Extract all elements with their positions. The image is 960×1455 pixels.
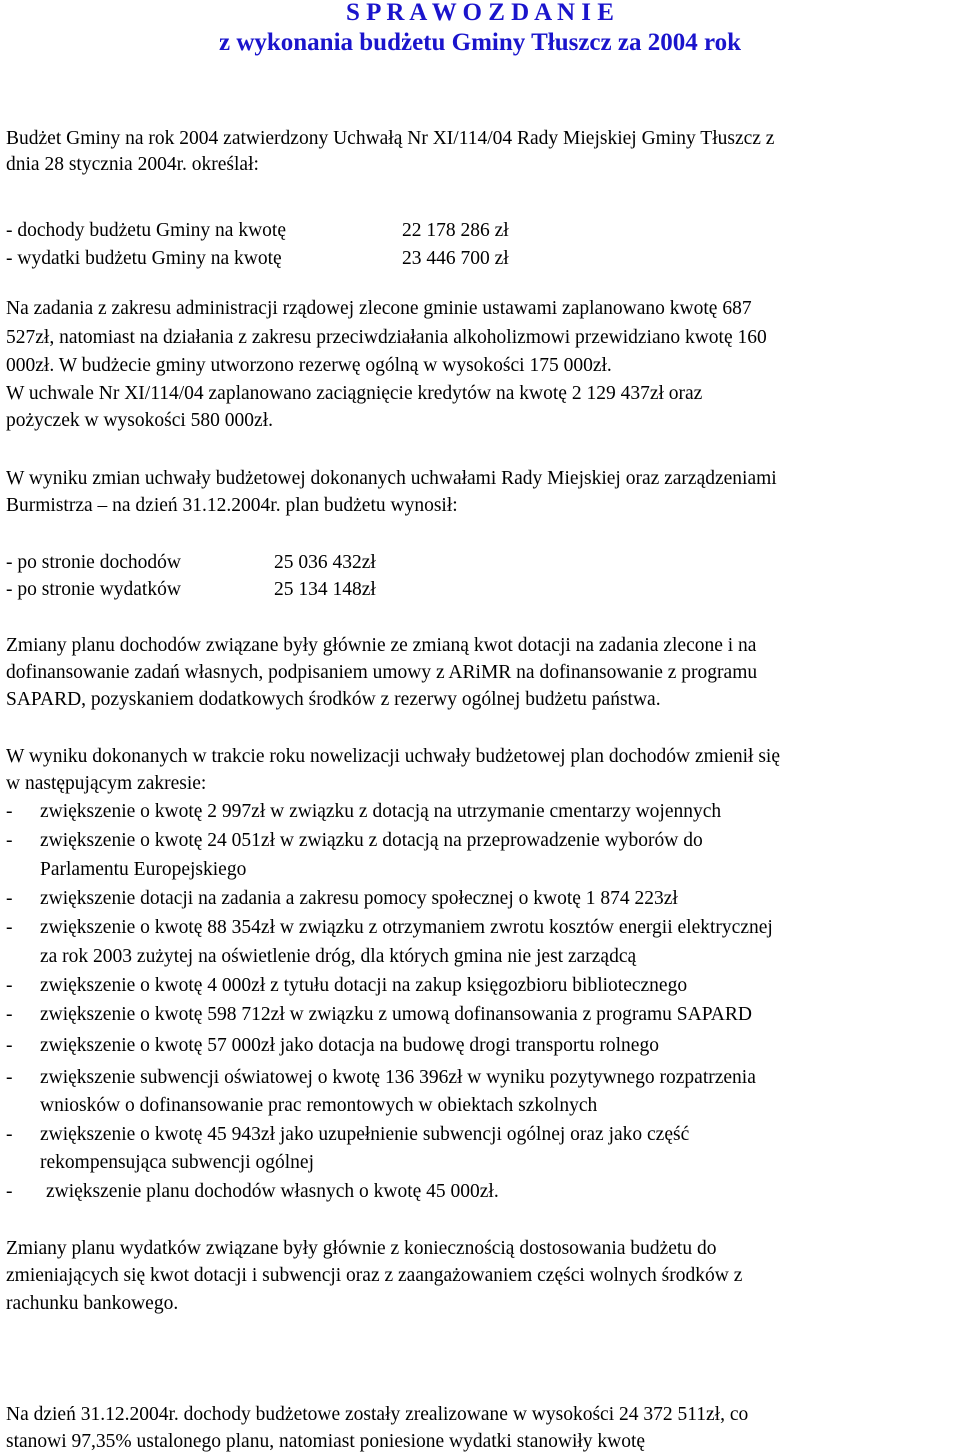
intro-line: Budżet Gminy na rok 2004 zatwierdzony Uchwałą Nr XI/114/04 Rady Miejskiej Gminy Tłuszcz z (6, 128, 775, 149)
paragraph-line: 527zł, natomiast na działania z zakresu przeciwdziałania alkoholizmowi przewidziano kwotę 160 (6, 327, 767, 348)
budget-income-value: 22 178 286 zł (402, 220, 509, 241)
paragraph-line: W wyniku dokonanych w trakcie roku nowelizacji uchwały budżetowej plan dochodów zmienił się (6, 746, 781, 767)
paragraph-line: rachunku bankowego. (6, 1293, 179, 1314)
document-title: S P R A W O Z D A N I E (346, 0, 614, 26)
paragraph-line: Zmiany planu wydatków związane były głównie z koniecznością dostosowania budżetu do (6, 1238, 717, 1259)
list-item-continuation: Parlamentu Europejskiego (40, 859, 247, 880)
plan-income-value: 25 036 432zł (274, 552, 376, 573)
paragraph-line: Na zadania z zakresu administracji rządowej zlecone gminie ustawami zaplanowano kwotę 687 (6, 298, 752, 319)
list-item-continuation: wniosków o dofinansowanie prac remontowych w obiektach szkolnych (40, 1095, 598, 1116)
list-dash: - (6, 975, 13, 996)
paragraph-line: W wyniku zmian uchwały budżetowej dokonanych uchwałami Rady Miejskiej oraz zarządzeniami (6, 468, 777, 489)
paragraph-line: Burmistrza – na dzień 31.12.2004r. plan budżetu wynosił: (6, 495, 458, 516)
list-dash: - (6, 1124, 13, 1145)
list-item-continuation: za rok 2003 zużytej na oświetlenie dróg, dla których gmina nie jest zarządcą (40, 946, 637, 967)
list-dash: - (6, 1067, 13, 1088)
paragraph-line: dofinansowanie zadań własnych, podpisaniem umowy z ARiMR na dofinansowanie z programu (6, 662, 758, 683)
list-item: zwiększenie o kwotę 4 000zł z tytułu dotacji na zakup księgozbioru bibliotecznego (40, 975, 688, 996)
paragraph-line: SAPARD, pozyskaniem dodatkowych środków z rezerwy ogólnej budżetu państwa. (6, 689, 661, 710)
list-item: zwiększenie o kwotę 598 712zł w związku z umową dofinansowania z programu SAPARD (40, 1004, 752, 1025)
paragraph-line: W uchwale Nr XI/114/04 zaplanowano zaciągnięcie kredytów na kwotę 2 129 437zł oraz (6, 383, 703, 404)
list-item: zwiększenie o kwotę 24 051zł w związku z dotacją na przeprowadzenie wyborów do (40, 830, 703, 851)
list-dash: - (6, 830, 13, 851)
paragraph-line: pożyczek w wysokości 580 000zł. (6, 410, 273, 431)
paragraph-line: stanowi 97,35% ustalonego planu, natomiast poniesione wydatki stanowiły kwotę (6, 1431, 646, 1452)
list-item: zwiększenie planu dochodów własnych o kwotę 45 000zł. (46, 1181, 499, 1202)
plan-income-label: - po stronie dochodów (6, 552, 181, 573)
plan-expense-label: - po stronie wydatków (6, 579, 181, 600)
list-item: zwiększenie o kwotę 45 943zł jako uzupełnienie subwencji ogólnej oraz jako część (40, 1124, 690, 1145)
list-item: zwiększenie dotacji na zadania a zakresu pomocy społecznej o kwotę 1 874 223zł (40, 888, 678, 909)
list-dash: - (6, 801, 13, 822)
paragraph-line: Na dzień 31.12.2004r. dochody budżetowe zostały zrealizowane w wysokości 24 372 511zł, co (6, 1404, 749, 1425)
list-item: zwiększenie o kwotę 88 354zł w związku z otrzymaniem zwrotu kosztów energii elektrycznej (40, 917, 773, 938)
list-item: zwiększenie o kwotę 2 997zł w związku z dotacją na utrzymanie cmentarzy wojennych (40, 801, 722, 822)
list-item: zwiększenie o kwotę 57 000zł jako dotacja na budowę drogi transportu rolnego (40, 1035, 659, 1056)
paragraph-line: Zmiany planu dochodów związane były głównie ze zmianą kwot dotacji na zadania zlecone i na (6, 635, 757, 656)
document-subtitle: z wykonania budżetu Gminy Tłuszcz za 2004 rok (218, 29, 742, 56)
list-dash: - (6, 1035, 13, 1056)
budget-expense-value: 23 446 700 zł (402, 248, 509, 269)
budget-expense-label: - wydatki budżetu Gminy na kwotę (6, 248, 282, 269)
paragraph-line: w następującym zakresie: (6, 773, 207, 794)
paragraph-line: 000zł. W budżecie gminy utworzono rezerwę ogólną w wysokości 175 000zł. (6, 355, 612, 376)
list-item: zwiększenie subwencji oświatowej o kwotę 136 396zł w wyniku pozytywnego rozpatrzenia (40, 1067, 756, 1088)
list-dash: - (6, 917, 13, 938)
paragraph-line: zmieniających się kwot dotacji i subwencji oraz z zaangażowaniem części wolnych środków z (6, 1265, 743, 1286)
intro-line: dnia 28 stycznia 2004r. określał: (6, 154, 259, 175)
list-dash: - (6, 1181, 13, 1202)
plan-expense-value: 25 134 148zł (274, 579, 376, 600)
list-item-continuation: rekompensująca subwencji ogólnej (40, 1152, 314, 1173)
list-dash: - (6, 888, 13, 909)
list-dash: - (6, 1004, 13, 1025)
budget-income-label: - dochody budżetu Gminy na kwotę (6, 220, 286, 241)
